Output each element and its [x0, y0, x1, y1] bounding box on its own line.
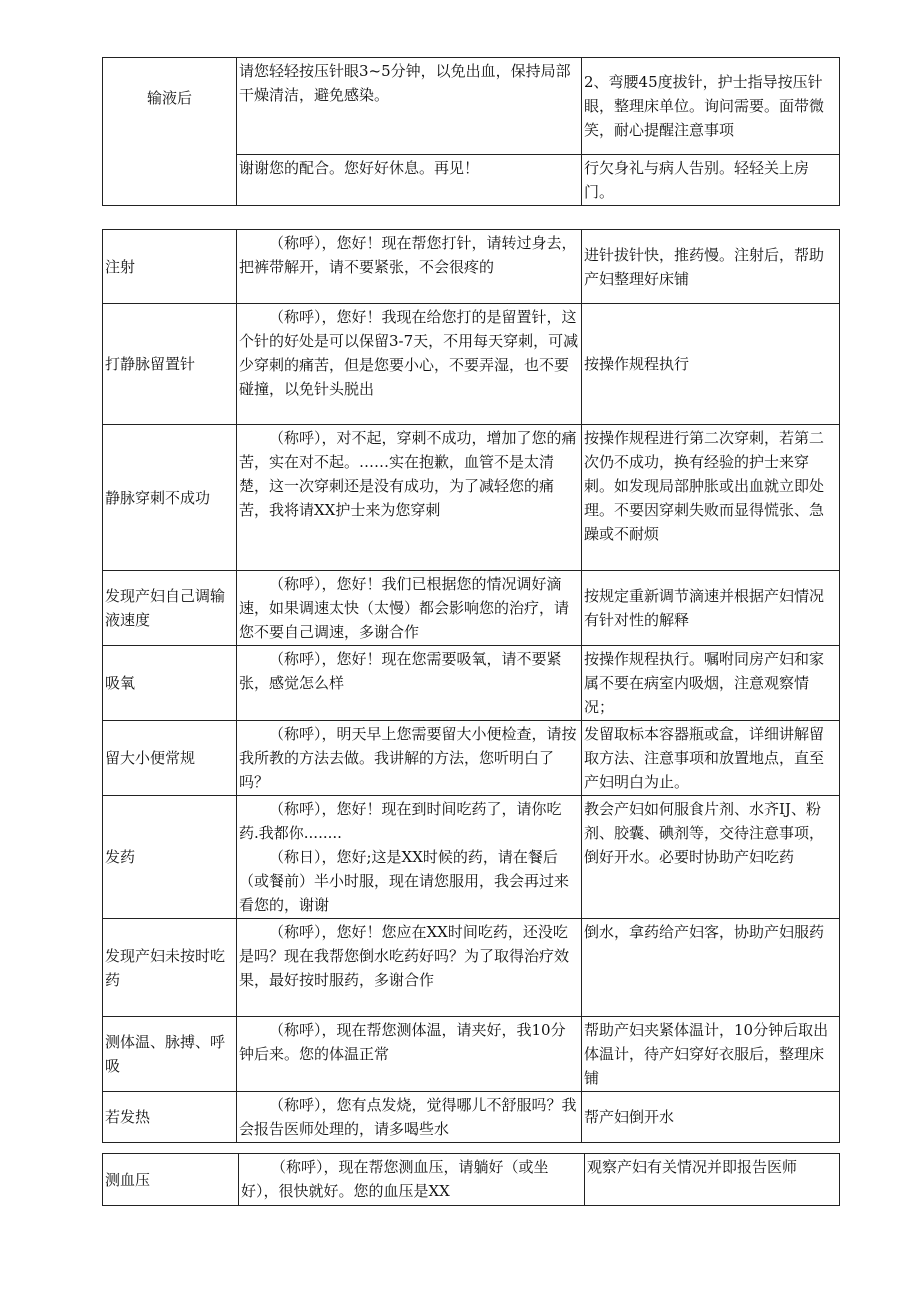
row-speech: （称呼），现在帮您测体温，请夹好，我10分钟后来。您的体温正常 [237, 1017, 582, 1092]
row-speech: （称呼），您好！现在帮您打针，请转过身去，把裤带解开，请不要紧张，不会很疼的 [237, 230, 582, 304]
row-action: 发留取标本容器瓶或盒，详细讲解留取方法、注意事项和放置地点，直至产妇明白为止。 [582, 721, 840, 796]
row-label: 打静脉留置针 [103, 304, 237, 425]
speech-line: （称日），您好;这是XX时候的药，请在餐后（或餐前）半小时服，现在请您服用，我会再过来看您的，谢谢 [239, 848, 570, 914]
table-row [103, 58, 840, 155]
table-blood-pressure [102, 1153, 840, 1206]
table-nursing-procedures [102, 229, 840, 1143]
row-action: 进针拔针快，推药慢。注射后，帮助产妇整理好床铺 [582, 230, 840, 304]
row-action: 帮助产妇夹紧体温计，10分钟后取出体温计，待产妇穿好衣服后，整理床铺 [582, 1017, 840, 1092]
row-action: 观察产妇有关情况并即报告医师 [585, 1154, 840, 1206]
row-label: 测血压 [103, 1154, 239, 1206]
speech-line: （称呼），您好！现在到时间吃药了，请你吃药.我都你........ [239, 800, 562, 842]
row-action: 2、弯腰45度拔针，护士指导按压针眼，整理床单位。询问需要。面带微笑，耐心提醒注意事项 [582, 58, 840, 155]
row-label: 若发热 [103, 1092, 237, 1143]
row-label: 静脉穿刺不成功 [103, 425, 237, 571]
table-after-infusion [102, 57, 840, 206]
row-label: 注射 [103, 230, 237, 304]
row-label: 发现产妇未按时吃药 [103, 919, 237, 1017]
table-row [103, 721, 840, 796]
row-speech: （称呼），对不起，穿刺不成功，增加了您的痛苦，实在对不起。……实在抱歉，血管不是太清楚，这一次穿刺还是没有成功，为了减轻您的痛苦，我将请XX护士来为您穿刺 [237, 425, 582, 571]
row-label: 吸氧 [103, 646, 237, 721]
row-label: 测体温、脉搏、呼吸 [103, 1017, 237, 1092]
table-row [103, 304, 840, 425]
table-row [103, 571, 840, 646]
row-action: 按操作规程执行 [582, 304, 840, 425]
table-row [103, 1092, 840, 1143]
row-speech: （称呼），您好！您应在XX时间吃药，还没吃是吗？现在我帮您倒水吃药好吗？为了取得治疗效果，最好按时服药，多谢合作 [237, 919, 582, 1017]
row-speech: （称呼），您好！我们已根据您的情况调好滴速，如果调速太快（太慢）都会影响您的治疗，请您不要自己调速，多谢合作 [237, 571, 582, 646]
row-action: 帮产妇倒开水 [582, 1092, 840, 1143]
row-speech: （称呼），明天早上您需要留大小便检查，请按我所教的方法去做。我讲解的方法，您听明白了吗？ [237, 721, 582, 796]
row-speech: （称呼），现在帮您测血压，请躺好（或坐好），很快就好。您的血压是XX [239, 1154, 585, 1206]
row-action: 教会产妇如何服食片剂、水齐IJ、粉剂、胶囊、碘剂等，交待注意事项，倒好开水。必要时协助产妇吃药 [582, 796, 840, 919]
row-action: 倒水，拿药给产妇客，协助产妇服药 [582, 919, 840, 1017]
row-speech: 谢谢您的配合。您好好休息。再见！ [237, 155, 582, 206]
row-speech: （称呼），您有点发烧，觉得哪儿不舒服吗？我会报告医师处理的，请多喝些水 [237, 1092, 582, 1143]
table-row [103, 796, 840, 919]
row-action: 行欠身礼与病人告别。轻轻关上房门。 [582, 155, 840, 206]
row-label: 发药 [103, 796, 237, 919]
row-speech: 请您轻轻按压针眼3~5分钟，以免出血，保持局部干燥清洁，避免感染。 [237, 58, 582, 155]
row-speech: （称呼），您好！现在您需要吸氧，请不要紧张，感觉怎么样 [237, 646, 582, 721]
row-action: 按操作规程执行。嘱咐同房产妇和家属不要在病室内吸烟，注意观察情况； [582, 646, 840, 721]
row-label: 留大小便常规 [103, 721, 237, 796]
row-label: 输液后 [103, 58, 237, 206]
table-row [103, 646, 840, 721]
table-row [103, 425, 840, 571]
table-row [103, 1017, 840, 1092]
table-row [103, 230, 840, 304]
table-row [103, 919, 840, 1017]
row-action: 按操作规程进行第二次穿刺，若第二次仍不成功，换有经验的护士来穿刺。如发现局部肿胀或出血就立即处理。不要因穿刺失败而显得慌张、急躁或不耐烦 [582, 425, 840, 571]
table-row [103, 1154, 840, 1206]
row-speech: （称呼），您好！我现在给您打的是留置针，这个针的好处是可以保留3-7天，不用每天穿刺，可减少穿刺的痛苦，但是您要小心，不要弄湿，也不要碰撞，以免针头脱出 [237, 304, 582, 425]
row-action: 按规定重新调节滴速并根据产妇情况有针对性的解释 [582, 571, 840, 646]
row-label: 发现产妇自己调输液速度 [103, 571, 237, 646]
row-speech [237, 796, 582, 919]
